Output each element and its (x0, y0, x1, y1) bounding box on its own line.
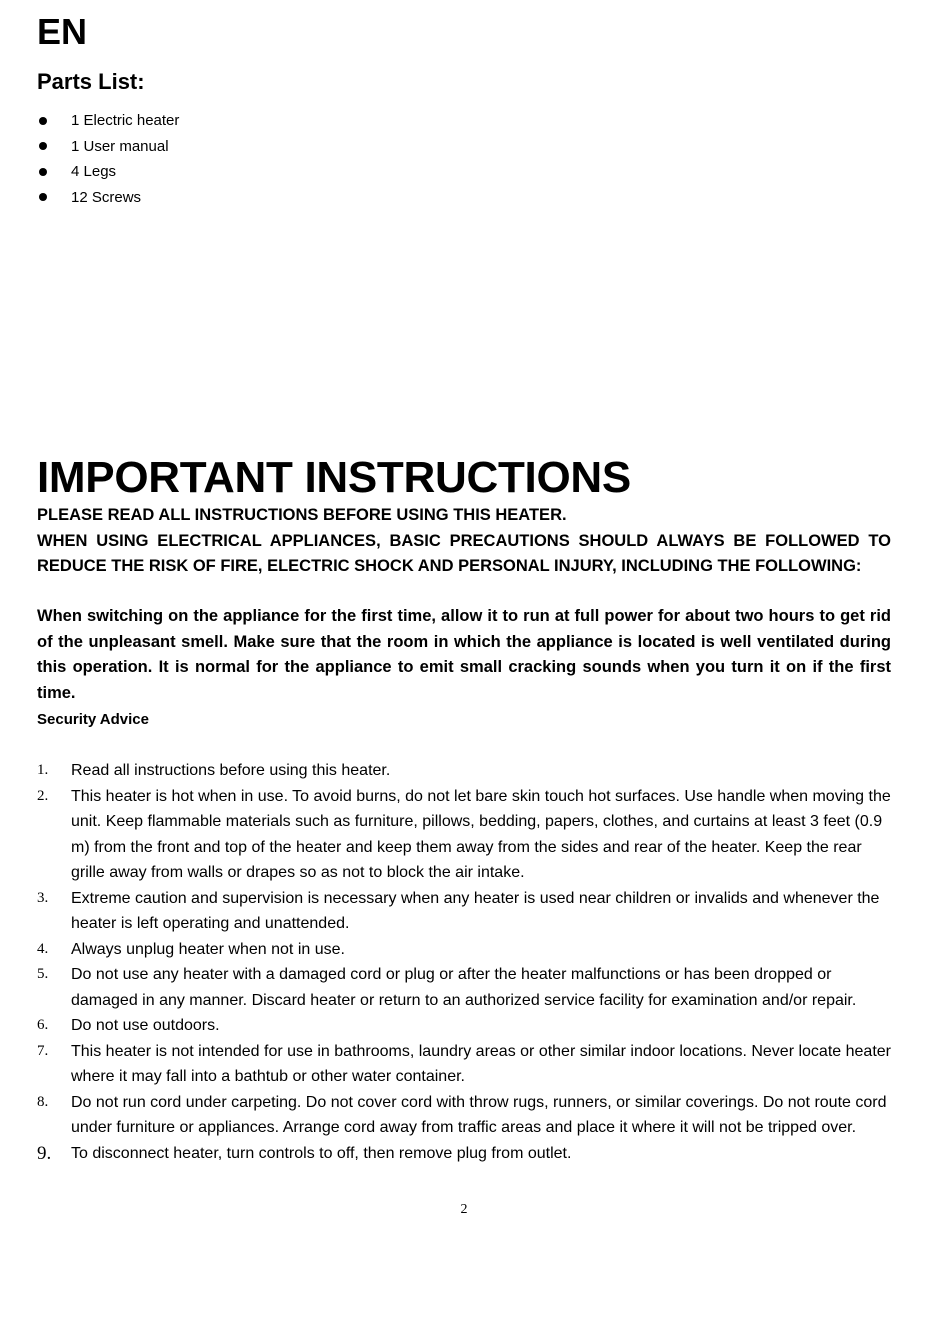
bullet-icon (39, 142, 47, 150)
advice-item (37, 886, 897, 937)
parts-item-text: 1 User manual (71, 137, 169, 155)
read-all-instructions: PLEASE READ ALL INSTRUCTIONS BEFORE USING THIS HEATER. (37, 506, 567, 524)
advice-text: Read all instructions before using this heater. (71, 762, 391, 779)
advice-number: 2. (37, 787, 49, 804)
advice-text: Always unplug heater when not in use. (71, 940, 345, 958)
advice-item (37, 962, 897, 1013)
parts-list-heading: Parts List: (37, 69, 145, 94)
warning-block (37, 503, 891, 580)
advice-item (37, 758, 897, 784)
page-number: 2 (460, 1202, 468, 1217)
advice-number: 6. (37, 1017, 49, 1033)
advice-number: 4. (37, 940, 49, 957)
advice-item (37, 937, 897, 963)
advice-number: 8. (37, 1093, 49, 1110)
advice-text: Do not run cord under carpeting. Do not cover cord with throw rugs, runners, or similar coverings. Do not route cord under furniture or appliances. Arrange cord away from traffic areas and place it where it will not be tripped over. (71, 1093, 887, 1136)
bullet-icon (39, 168, 47, 176)
parts-list (37, 108, 179, 210)
advice-item (37, 1090, 897, 1141)
advice-text: This heater is not intended for use in bathrooms, laundry areas or other similar indoor locations. Never locate heater where it may fall into a bathtub or other water container. (71, 1042, 891, 1085)
advice-item (37, 1141, 897, 1167)
important-instructions-title: IMPORTANT INSTRUCTIONS (37, 453, 631, 502)
advice-text: This heater is hot when in use. To avoid burns, do not let bare skin touch hot surfaces. Use handle when moving the unit. Keep flammable materials such as furniture, pillows, bedding, papers, clothes, and curtains at least 3 feet (0.9 m) from the front and top of the heater and keep them away from the sides and rear of the heater. Keep the rear grille away from walls or drapes so as not to block the air intake. (71, 787, 891, 881)
language-code: EN (37, 11, 88, 52)
parts-list-item (37, 134, 179, 160)
advice-text: To disconnect heater, turn controls to off, then remove plug from outlet. (71, 1144, 572, 1162)
security-advice-heading: Security Advice (37, 711, 149, 728)
precautions-paragraph: WHEN USING ELECTRICAL APPLIANCES, BASIC PRECAUTIONS SHOULD ALWAYS BE FOLLOWED TO REDUCE THE RISK OF FIRE, ELECTRIC SHOCK AND PERSONAL INJURY, INCLUDING THE FOLLOWING: (37, 531, 891, 575)
advice-item (37, 1039, 897, 1090)
advice-number: 7. (37, 1042, 49, 1059)
parts-list-item (37, 108, 179, 134)
advice-item (37, 1013, 897, 1039)
advice-number: 9. (37, 1142, 52, 1164)
parts-item-text: 1 Electric heater (71, 112, 180, 130)
bullet-icon (39, 117, 47, 125)
first-time-use-paragraph: When switching on the appliance for the first time, allow it to run at full power for about two hours to get rid of the unpleasant smell. Make sure that the room in which the appliance is located is well ventilated during this operation. It is normal for the appliance to emit small cracking sounds when you turn it on if the first time. (37, 607, 891, 702)
bullet-icon (39, 193, 47, 201)
security-advice-list (37, 758, 897, 1166)
parts-list-item (37, 159, 179, 185)
advice-text: Extreme caution and supervision is necessary when any heater is used near children or invalids and whenever the heater is left operating and unattended. (71, 889, 880, 932)
advice-item (37, 784, 897, 886)
advice-number: 1. (37, 762, 49, 778)
advice-text: Do not use outdoors. (71, 1017, 220, 1034)
parts-list-item (37, 185, 179, 211)
parts-item-text: 4 Legs (71, 163, 117, 181)
advice-number: 3. (37, 889, 49, 906)
parts-item-text: 12 Screws (71, 188, 142, 206)
advice-number: 5. (37, 966, 49, 982)
advice-text: Do not use any heater with a damaged cord or plug or after the heater malfunctions or has been dropped or damaged in any manner. Discard heater or return to an authorized service facility for examination and/or repair. (71, 966, 857, 1009)
